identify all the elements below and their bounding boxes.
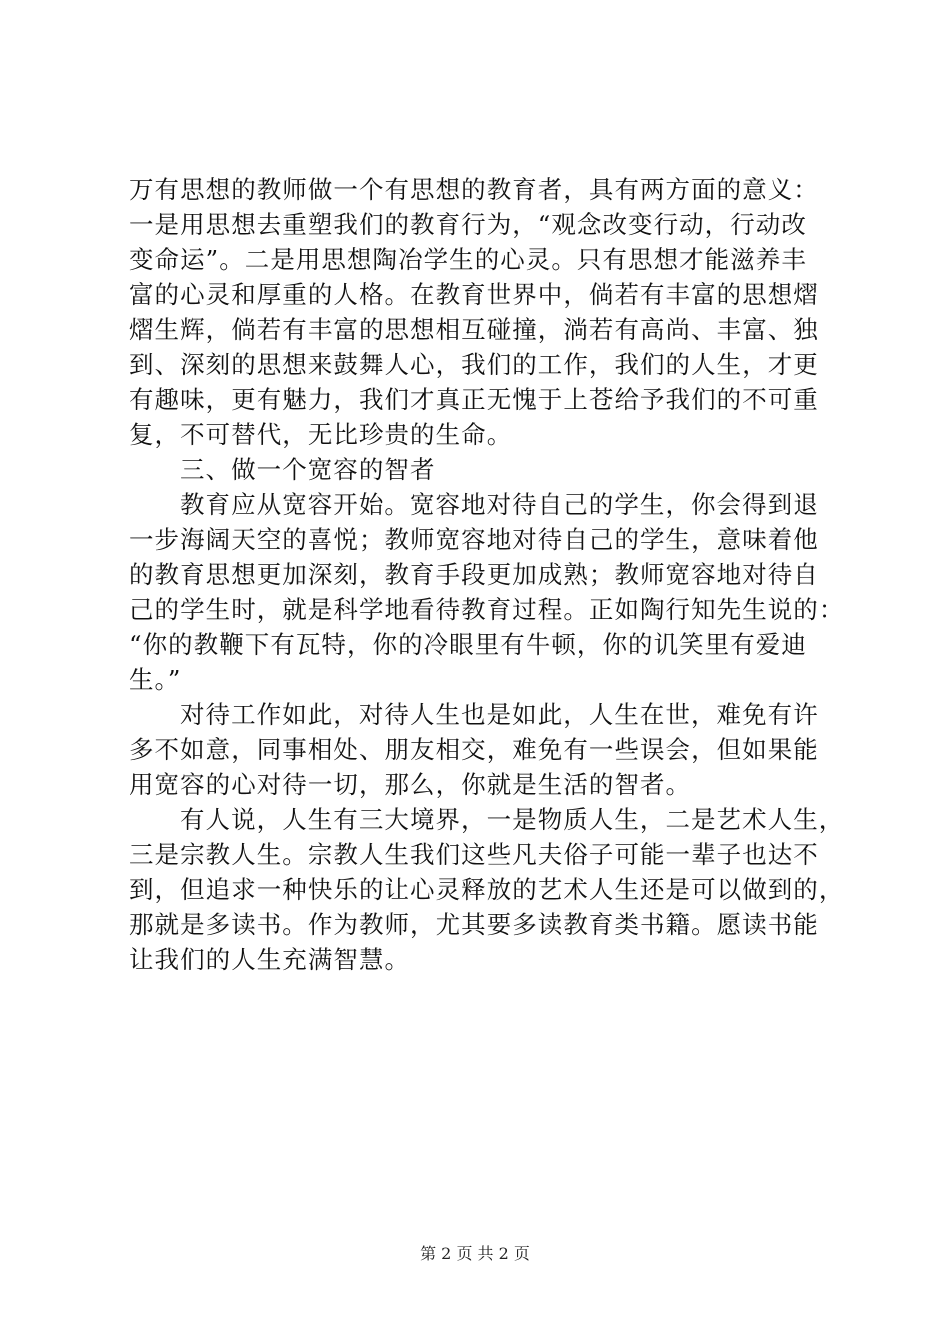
text-line: 用宽容的心对待一切，那么，你就是生活的智者。 bbox=[129, 770, 692, 799]
text-line: 有趣味，更有魅力，我们才真正无愧于上苍给予我们的不可重 bbox=[129, 385, 819, 414]
text-line: 万有思想的教师做一个有思想的教育者，具有两方面的意义： bbox=[129, 175, 819, 204]
text-line: 生。” bbox=[129, 665, 182, 694]
text-line: 到，但追求一种快乐的让心灵释放的艺术人生还是可以做到的， bbox=[129, 875, 845, 904]
page-footer: 第 2 页 共 2 页 bbox=[420, 1244, 530, 1263]
text-line: 的教育思想更加深刻，教育手段更加成熟；教师宽容地对待自 bbox=[129, 560, 819, 589]
document-body bbox=[129, 172, 845, 977]
text-line: 一步海阔天空的喜悦；教师宽容地对待自己的学生，意味着他 bbox=[129, 525, 819, 554]
text-line: “你的教鞭下有瓦特，你的冷眼里有牛顿，你的讥笑里有爱迪 bbox=[129, 630, 807, 659]
text-line: 到、深刻的思想来鼓舞人心，我们的工作，我们的人生，才更 bbox=[129, 350, 819, 379]
text-line: 让我们的人生充满智慧。 bbox=[129, 945, 411, 974]
text-line: 变命运”。二是用思想陶冶学生的心灵。只有思想才能滋养丰 bbox=[129, 245, 807, 274]
text-line: 有人说，人生有三大境界，一是物质人生，二是艺术人生， bbox=[180, 805, 845, 834]
text-line: 三是宗教人生。宗教人生我们这些凡夫俗子可能一辈子也达不 bbox=[129, 840, 819, 869]
text-line: 熠生辉，倘若有丰富的思想相互碰撞，淌若有高尚、丰富、独 bbox=[129, 315, 819, 344]
text-line: 复，不可替代，无比珍贵的生命。 bbox=[129, 420, 513, 449]
text-line: 那就是多读书。作为教师，尤其要多读教育类书籍。愿读书能 bbox=[129, 910, 819, 939]
text-line: 对待工作如此，对待人生也是如此，人生在世，难免有许 bbox=[180, 700, 819, 729]
text-line: 多不如意，同事相处、朋友相交，难免有一些误会，但如果能 bbox=[129, 735, 819, 764]
text-line: 教育应从宽容开始。宽容地对待自己的学生，你会得到退 bbox=[180, 490, 819, 519]
text-line: 己的学生时，就是科学地看待教育过程。正如陶行知先生说的： bbox=[129, 595, 845, 624]
text-line: 一是用思想去重塑我们的教育行为，“观念改变行动，行动改 bbox=[129, 210, 807, 239]
text-line: 富的心灵和厚重的人格。在教育世界中，倘若有丰富的思想熠 bbox=[129, 280, 819, 309]
text-line: 三、做一个宽容的智者 bbox=[180, 455, 436, 484]
